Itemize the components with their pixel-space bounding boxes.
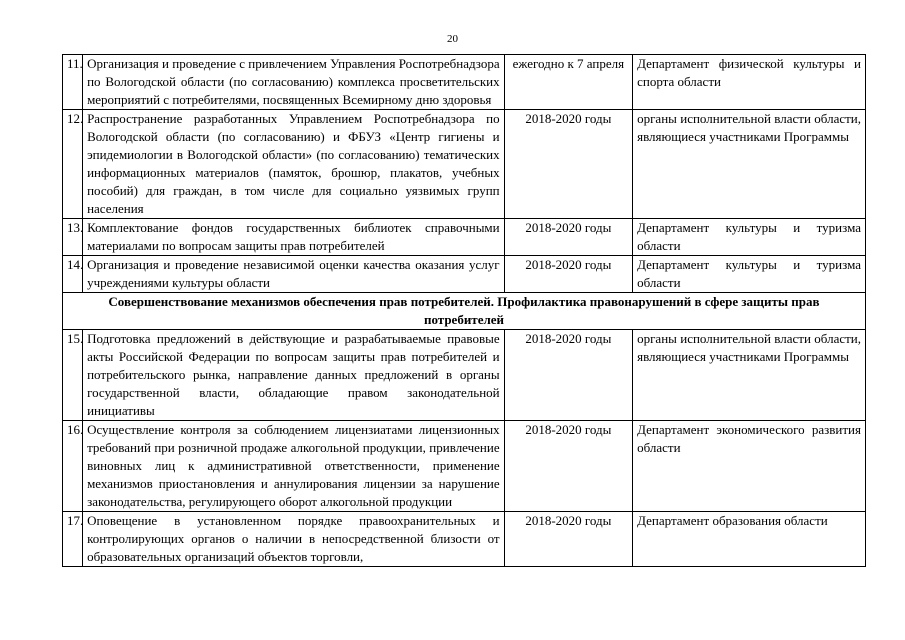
measure-text: Распространение разработанных Управлением Роспотребнадзора по Вологодской области (по согласованию) и ФБУЗ «Центр гигиены и эпидемиологии в Вологодской области» (по согласованию) тематических информационных материалов (памяток, брошюр, плакатов, учебных пособий) для граждан, в том числе для социально уязвимых групп населения xyxy=(83,110,505,219)
table-row xyxy=(63,256,866,293)
measure-text: Оповещение в установленном порядке правоохранительных и контролирующих органов о наличии в непосредственной близости от образовательных организаций объектов торговли, xyxy=(83,512,505,567)
period-text: 2018-2020 годы xyxy=(504,219,632,256)
executor-text: органы исполнительной власти области, являющиеся участниками Программы xyxy=(633,110,866,219)
executor-text: Департамент образования области xyxy=(633,512,866,567)
measure-text: Организация и проведение независимой оценки качества оказания услуг учреждениями культуры области xyxy=(83,256,505,293)
row-number: 11. xyxy=(63,55,83,110)
period-text: 2018-2020 годы xyxy=(504,512,632,567)
period-text: 2018-2020 годы xyxy=(504,256,632,293)
measure-text: Комплектование фондов государственных библиотек справочными материалами по вопросам защиты прав потребителей xyxy=(83,219,505,256)
section-heading-row xyxy=(63,293,866,330)
row-number: 13. xyxy=(63,219,83,256)
period-text: 2018-2020 годы xyxy=(504,110,632,219)
executor-text: Департамент экономического развития области xyxy=(633,421,866,512)
table-row xyxy=(63,512,866,567)
row-number: 14. xyxy=(63,256,83,293)
section-heading: Совершенствование механизмов обеспечения прав потребителей. Профилактика правонарушений в сфере защиты прав потребителей xyxy=(63,293,866,330)
executor-text: Департамент физической культуры и спорта области xyxy=(633,55,866,110)
executor-text: органы исполнительной власти области, являющиеся участниками Программы xyxy=(633,330,866,421)
table-row xyxy=(63,55,866,110)
measure-text: Осуществление контроля за соблюдением лицензиатами лицензионных требований при розничной продаже алкогольной продукции, привлечение виновных лиц к административной ответственности, применение механизмов приостановления и аннулирования лицензии за нарушение законодательства, регулирующего оборот алкогольной продукции xyxy=(83,421,505,512)
page-number: 20 xyxy=(447,33,458,45)
row-number: 12. xyxy=(63,110,83,219)
row-number: 16. xyxy=(63,421,83,512)
period-text: 2018-2020 годы xyxy=(504,421,632,512)
measure-text: Подготовка предложений в действующие и разрабатываемые правовые акты Российской Федерации по вопросам защиты прав потребителей и потребительского рынка, направление данных предложений в органы государственной власти, обладающие правом законодательной инициативы xyxy=(83,330,505,421)
measures-table xyxy=(62,54,866,567)
row-number: 15. xyxy=(63,330,83,421)
table-row xyxy=(63,330,866,421)
table-row xyxy=(63,110,866,219)
period-text: ежегодно к 7 апреля xyxy=(504,55,632,110)
table-row xyxy=(63,421,866,512)
executor-text: Департамент культуры и туризма области xyxy=(633,256,866,293)
period-text: 2018-2020 годы xyxy=(504,330,632,421)
measure-text: Организация и проведение с привлечением Управления Роспотребнадзора по Вологодской области (по согласованию) комплекса просветительских мероприятий с потребителями, посвященных Всемирному дню здоровья xyxy=(83,55,505,110)
row-number: 17. xyxy=(63,512,83,567)
executor-text: Департамент культуры и туризма области xyxy=(633,219,866,256)
table-row xyxy=(63,219,866,256)
